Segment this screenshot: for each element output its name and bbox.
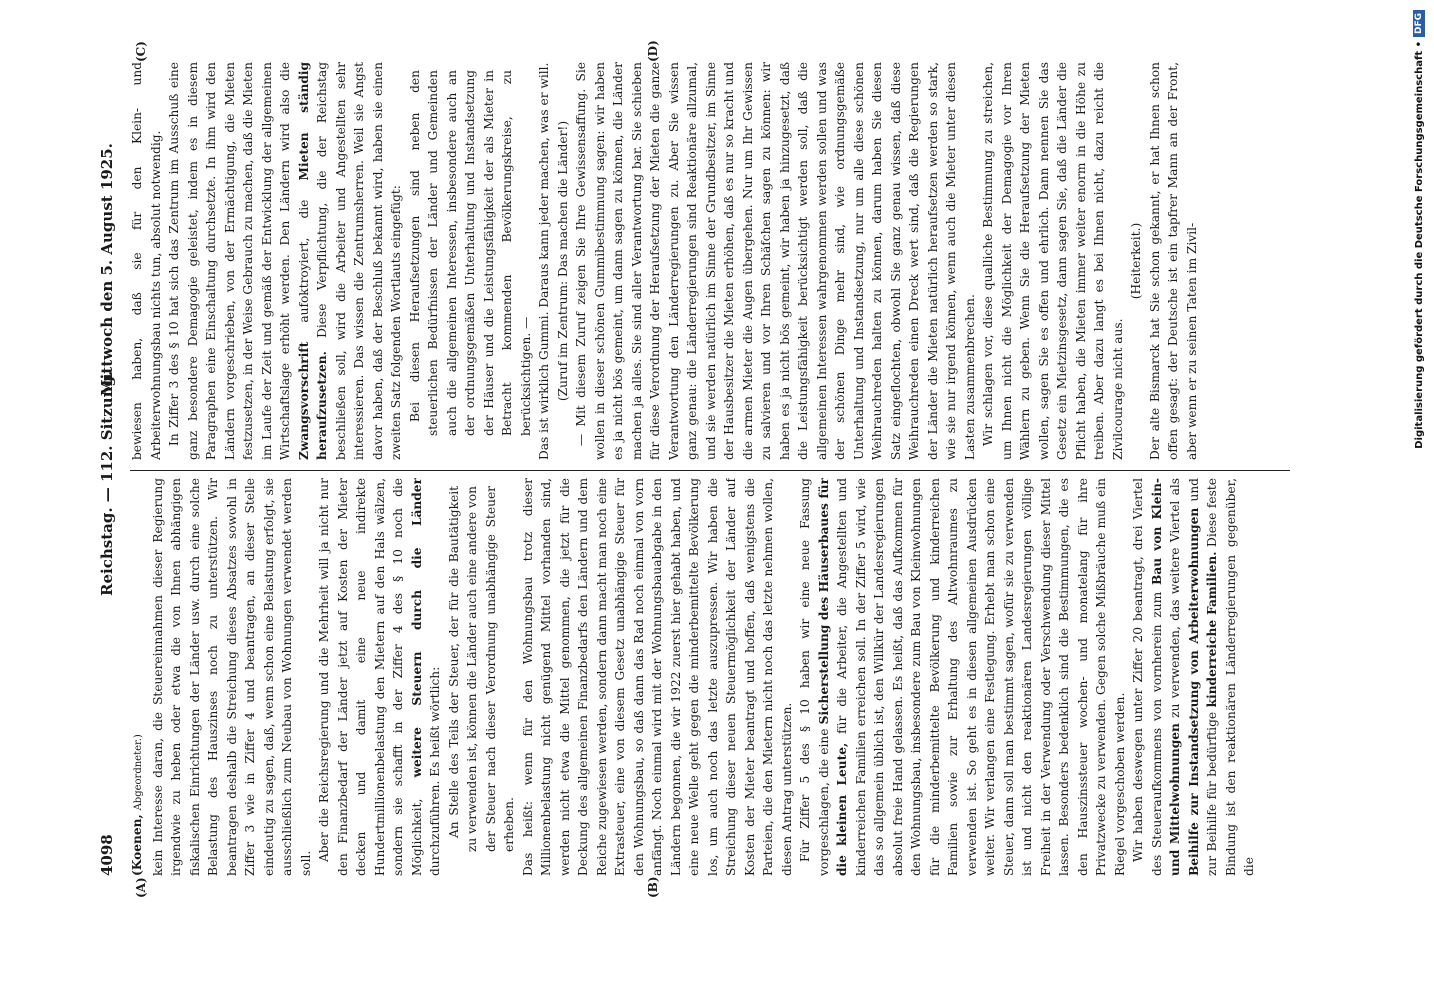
paragraph: Das heißt: wenn für den Wohnungsbau trotz dieser Millionenbelastung nicht genügend Mittel vorhanden sind, werden nicht etwa die Mittel genommen, die jetzt für die Deckung des allgemeinen Finanzbedarfs den Ländern und dem Reiche zugewiesen werden, sondern dann macht man noch eine Extrasteuer, eine von diesem Gesetz unabhängige Steuer für den Wohnungsbau, so daß dann das Rad noch einmal von vorn anfängt. Noch einmal wird mit der Wohnungsbauabgabe in den Ländern begonnen, die wir 1922 zuerst hier gehabt haben, und eine neue Welle geht gegen die minderbemittelte Bevölkerung los, um auch noch das letzte auszupressen. Wir haben die Streichung dieser neuen Steuermöglichkeit der Länder auf Kosten der Mieter beantragt und hoffen, daß wenigstens die Parteien, die den Mietern nicht noch das letzte nehmen wollen, diesen Antrag unterstützen. [520, 478, 794, 876]
paragraph: Das ist wirklich Gummi. Daraus kann jeder machen, was er will. [537, 62, 551, 460]
paragraph: bewiesen haben, daß sie für den Klein- und Arbeiterwohnungsbau nichts tun, absolut notwendig. [130, 62, 163, 460]
speaker-name: (Koenen, [130, 814, 144, 876]
text-run: aufoktroyiert, die [296, 199, 311, 323]
text-run: durchzuführen. Es heißt wörtlich: [428, 666, 442, 876]
text-run: In Ziffer 3 des § 10 hat sich das Zentrum im Ausschuß eine ganz besondere Demagogie geleistet, indem es in diesem Paragraphen eine Einschaltung durchsetzte. In ihm wird den Ländern vorgeschrieben, von der Ermächtigung, die Mieten festzusetzen, in der Weise Gebrauch zu machen, daß die Mieten im Laufe der Zeit und gemäß der Entwicklung der allgemeinen Wirtschaftslage erhöht werden. Den Ländern wird also die [167, 62, 292, 460]
page-header [98, 68, 122, 876]
margin-mark-d: (D) [646, 40, 660, 62]
paragraph [315, 478, 445, 876]
emphasis: weitere Steuern durch die Länder [409, 478, 424, 778]
paragraph [165, 62, 406, 460]
credit-text: Digitalisierung gefördert durch die Deutsche Forschungsgemeinschaft • [1414, 41, 1425, 449]
paragraph [1129, 478, 1259, 876]
emphasis: Beihilfe zur Instandsetzung von Arbeiterwohnungen [1186, 507, 1201, 876]
text-run: Diese Verpflichtung, die der Reichstag beschließen soll, wird die Arbeiter und Angestellten sehr interessieren. Das wissen die Zentrumsherren. Weil sie Angst davor haben, daß der Beschluß bekannt wird, haben sie einen zweiten Satz folgenden Wortlauts eingefügt: [315, 62, 403, 460]
session-title: Reichstag. — 112. Sitzung. [98, 370, 116, 596]
interjection: (Heiterkeit.) [1129, 222, 1143, 300]
margin-mark-a: (A) [134, 877, 148, 898]
text-run: zu verwenden, das weitere Viertel als [1168, 478, 1182, 718]
text-run: und zur Beihilfe für bedürftige [1186, 478, 1219, 876]
paragraph: — Mit diesem Zuruf zeigen Sie Ihre Gewissensaffung. Sie wollen in dieser schönen Gummibestimmung sagen: wir haben es ja nicht bös gemeint, um dann sagen zu können, die Länder machen ja alles. Sie sind aller Verantwortung bar. Sie schieben für diese Verordnung der Heraufsetzung der Mieten die ganze Verantwortung den Länderregierungen zu. Aber Sie wissen ganz genau: die Länderregierungen sind Reaktionäre allzumal, und sie werden natürlich im Sinne der Grundbesitzer, im Sinne der Hausbesitzer die Mieten erhöhen, daß es nur so kracht und die armen Mieter die Augen übergehen. Nur um Ihr Gewissen zu salvieren und vor Ihren Schäfchen sagen zu können: wir haben es ja nicht bös gemeint, wir haben ja hinzugesetzt, daß die Leistungsfähigkeit berücksichtigt werden soll, daß die allgemeinen Interessen wahrgenommen werden sollen und was der schönen Dinge mehr sind, wie ordnungsgemäße Unterhaltung und Instandsetzung, nur um alle diese schönen Weihrauchreden halten zu können, darum haben Sie diesen Satz eingeflochten, obwohl Sie ganz genau wissen, daß diese Weihrauchreden einen Dreck wert sind, daß die Regierungen der Länder die Mieten natürlich heraufsetzen werden so stark, wie sie nur irgend können, wenn auch die Mieter unter diesen Lasten zusammenbrechen. [574, 62, 977, 460]
margin-mark-c: (C) [134, 41, 148, 62]
emphasis: kinderreiche Familien. [1205, 551, 1219, 708]
dfg-logo: DFG [1413, 10, 1425, 37]
paragraph: kein Interesse daran, die Steuereinnahmen dieser Regierung irgendwie zu heben oder etwa die von Ihnen abhängigen fiskalischen Einrichtungen der Länder usw. durch eine solche Belastung des Hauszinses noch zu unterstützen. Wir beantragen deshalb die Streichung dieses Absatzes sowohl in Ziffer 3 wie in Ziffer 4 und beantragen, an dieser Stelle eindeutig zu sagen, daß, wenn schon eine Belastung erfolgt, sie ausschließlich zum Neubau von Wohnungen verwendet werden soll. [150, 478, 313, 876]
text-run: für die Arbeiter, die Angestellten und kinderreichen Familien erreichen soll. In der Ziffer 5 wird, wie das so allgemein üblich ist, den Willkür der Landesregierungen absolut freie Hand gelassen. Es heißt, daß das Aufkommen für den Wohnungsbau, insbesondere zum Bau von Kleinwohnungen für die minderbemittelte Bevölkerung und kinderreichen Familien sowie zur Erhaltung des Altwohnraumes zu verwenden ist. So geht es in diesen allgemeinen Ausdrücken weiter. Wir verlangen eine Festlegung. Erhebt man schon eine Steuer, dann soll man bestimmt sagen, wofür sie zu verwenden ist und nicht den reaktionären Landesregierungen völlige Freiheit in der Verwendung oder Verschwendung dieser Mittel lassen. Besonders bedenklich sind die Bestimmungen, die es den Hauszinssteuer wochen- und monatelang für ihre Privatzwecke zu verwenden. Gegen solche Mißbräuche muß ein Riegel vorgeschoben werden. [835, 478, 1127, 876]
emphasis: Sicherstellung des Häuserbaues für die kleinen Leute, [816, 478, 849, 876]
speaker-role: Abgeordneter.) [133, 734, 144, 811]
paragraph: Wir schlagen vor, diese qualliche Bestimmung zu streichen, um Ihnen nicht die Möglichkeit der Demagogie vor Ihren Wählern zu geben. Wenn Sie die Heraufsetzung der Mieten wollen, sagen Sie es offen und ehrlich. Dann nennen Sie das Gesetz ein Mietzinsgesetz, dann sagen Sie, daß die Länder die Pflicht haben, die Mieten immer weiter enorm in die Höhe zu treiben. Aber dazu langt es bei Ihnen nicht, dazu reicht die Zivilcourage nicht aus. [981, 62, 1125, 460]
quotation: An Stelle des Teils der Steuer, der für die Bautätigkeit zu verwenden ist, können die Länder auch eine andere von der Steuer nach dieser Verordnung unabhängige Steuer erheben. [446, 486, 516, 852]
text-run: Aber die Reichsregierung und die Mehrheit will ja nicht nur den Finanzbedarf der Länder jetzt auf Kosten der Mieter decken und damit eine neue indirekte Hundertmillionenbelastung den Mietern auf den Hals wälzen, sondern sie schafft in der Ziffer 4 des § 10 noch die Möglichkeit, [317, 478, 424, 876]
text-run: Für Ziffer 5 des § 10 haben wir eine neue Fassung vorgeschlagen, die eine [798, 478, 831, 876]
emphasis: Zwangsvorschrift [296, 341, 311, 460]
digitization-credit [1405, 10, 1429, 990]
page-number: 4098 [98, 834, 116, 876]
interjection: (Zuruf im Zentrum: Das machen die Länder!) [555, 120, 570, 402]
column-divider [130, 470, 1290, 471]
paragraph [796, 478, 1129, 876]
text-run: Wir haben deswegen unter Ziffer 20 beantragt, drei Viertel des Steueraufkommens von vornherein zum [1131, 478, 1164, 876]
session-date: Mittwoch den 5. August 1925. [98, 143, 116, 396]
paragraph: Der alte Bismarck hat Sie schon gekannt, er hat Ihnen schon offen gesagt: der Deutsche ist ein tapfrer Mann an der Front, aber wenn er zu seinen Taten im Zivil- [1147, 62, 1199, 460]
emphasis: Bau von Klein- und Mittelwohnungen [1149, 478, 1182, 876]
quotation: Bei diesen Heraufsetzungen sind neben den steuerlichen Bedürfnissen der Länder und Gemeinden auch die allgemeinen Interessen, insbesondere auch an der ordnungsgemäßen Unterhaltung und Instandsetzung der Häuser und die Leistungsfähigkeit der als Mieter in Betracht kommenden Bevölkerungskreise, zu berücksichtigen. — [407, 70, 533, 436]
text-run: Diese feste Bindung ist den reaktionären Länderregierungen gegenüber, die [1205, 478, 1256, 876]
speaker-line [128, 478, 149, 876]
scanned-page [86, 42, 1318, 902]
margin-mark-b: (B) [646, 876, 660, 898]
emphasis: Mieten ständig heraufzusetzen. [296, 62, 329, 460]
page-content [86, 42, 1318, 902]
left-column [128, 478, 1298, 876]
right-column [128, 62, 1298, 460]
